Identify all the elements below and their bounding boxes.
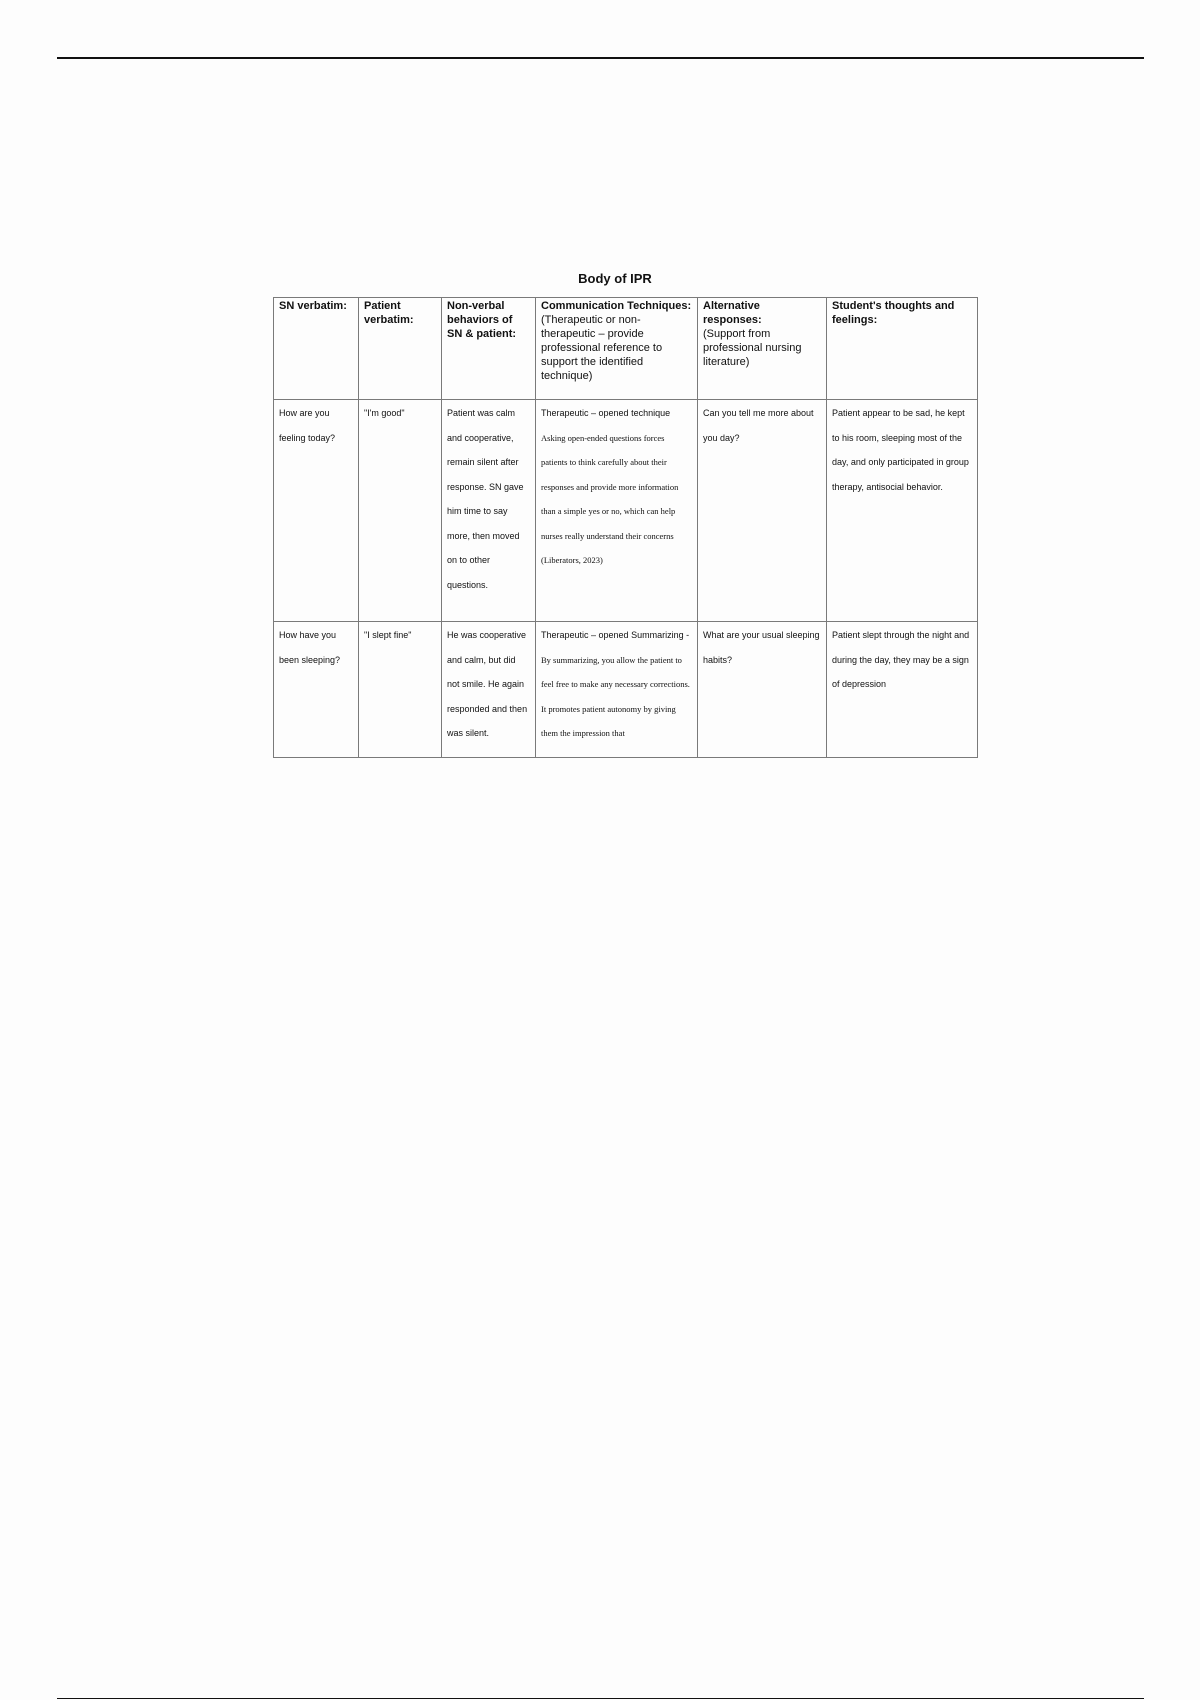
cell-patient-verbatim: "I'm good" — [359, 400, 442, 622]
cell-sn-verbatim: How have you been sleeping? — [274, 622, 359, 758]
cell-nonverbal: Patient was calm and cooperative, remain silent after response. SN gave him time to say more, then moved on to other questions. — [442, 400, 536, 622]
page-title: Body of IPR — [578, 271, 652, 286]
cell-nonverbal: He was cooperative and calm, but did not smile. He again responded and then was silent. — [442, 622, 536, 758]
column-header-sn-verbatim: SN verbatim: — [274, 298, 359, 400]
technique-reference: Asking open-ended questions forces patients to think carefully about their responses and provide more information than a simple yes or no, which can help nurses really understand their concerns (Liberators, 2023) — [541, 432, 679, 565]
column-header-patient-verbatim: Patient verbatim: — [359, 298, 442, 400]
cell-alternative-response: Can you tell me more about you day? — [698, 400, 827, 622]
footer-rule — [57, 1698, 1144, 1699]
column-header-nonverbal: Non-verbal behaviors of SN & patient: — [442, 298, 536, 400]
table-row — [274, 400, 978, 622]
cell-patient-verbatim: "I slept fine" — [359, 622, 442, 758]
column-header-alternative-responses: Alternative responses: (Support from professional nursing literature) — [698, 298, 827, 400]
column-header-communication-techniques: Communication Techniques: (Therapeutic or non-therapeutic – provide professional reference to support the identified technique) — [536, 298, 698, 400]
technique-label: Therapeutic – opened technique — [541, 408, 671, 418]
ipr-table — [273, 297, 978, 758]
cell-student-thoughts: Patient appear to be sad, he kept to his room, sleeping most of the day, and only participated in group therapy, antisocial behavior. — [827, 400, 978, 622]
column-header-student-thoughts: Student's thoughts and feelings: — [827, 298, 978, 400]
header-rule — [57, 57, 1144, 59]
table-header-row — [274, 298, 978, 400]
technique-reference: By summarizing, you allow the patient to feel free to make any necessary corrections. It promotes patient autonomy by giving them the impression that — [541, 654, 690, 738]
technique-label: Therapeutic – opened Summarizing - — [541, 630, 690, 640]
cell-communication-technique — [536, 622, 698, 758]
table-row — [274, 622, 978, 758]
cell-alternative-response: What are your usual sleeping habits? — [698, 622, 827, 758]
cell-sn-verbatim: How are you feeling today? — [274, 400, 359, 622]
cell-communication-technique — [536, 400, 698, 622]
cell-student-thoughts: Patient slept through the night and during the day, they may be a sign of depression — [827, 622, 978, 758]
